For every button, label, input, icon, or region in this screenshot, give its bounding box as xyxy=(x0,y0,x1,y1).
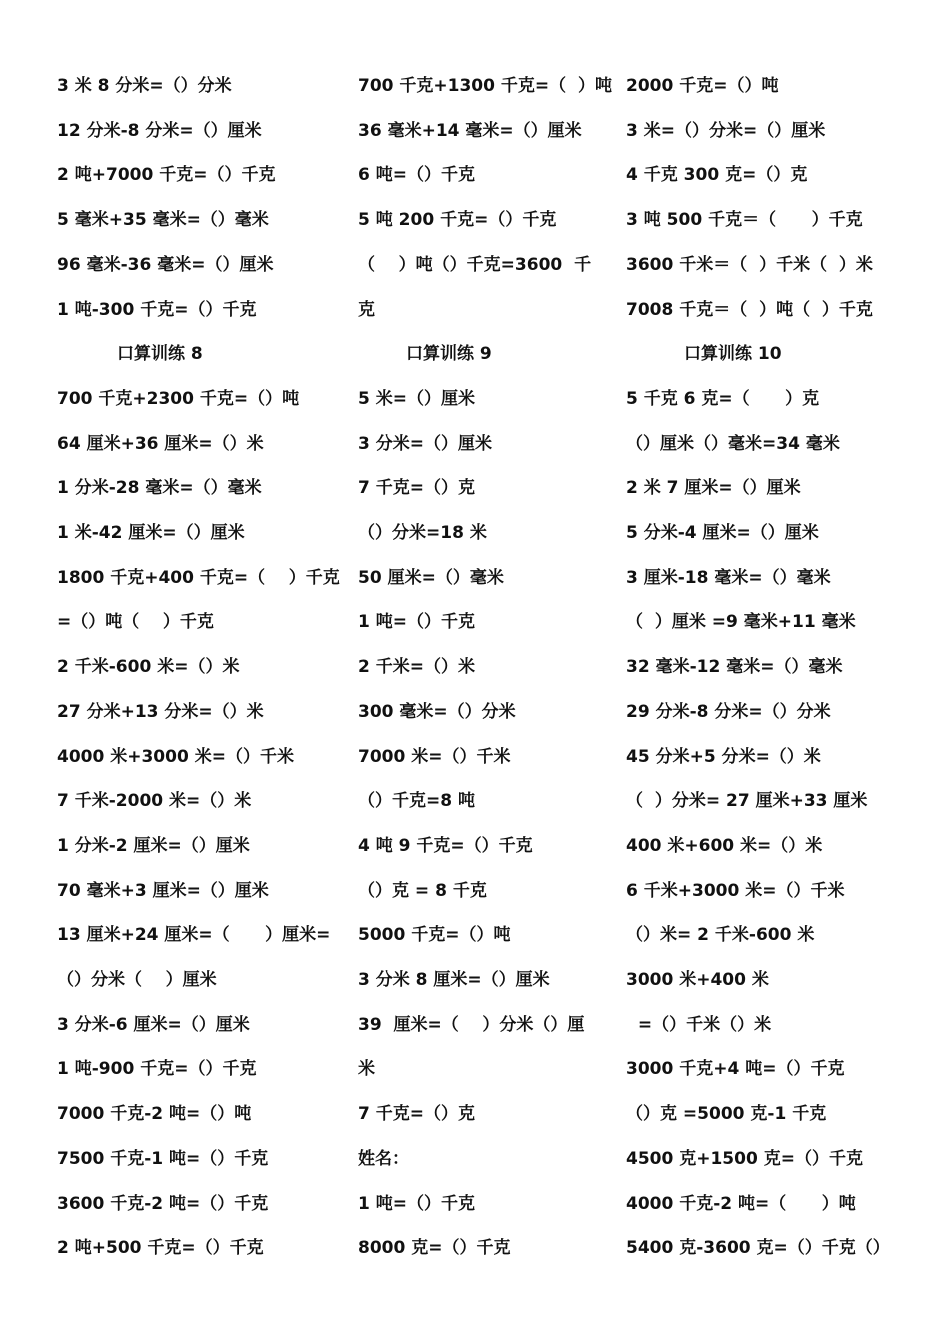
exercise-line: 3 吨 500 千克＝（ ）千克 xyxy=(626,210,863,230)
exercise-line: （ ）厘米 =9 毫米+11 毫米 xyxy=(626,612,856,632)
exercise-line: （）克 =5000 克-1 千克 xyxy=(626,1104,827,1124)
exercise-line: 45 分米+5 分米=（）米 xyxy=(626,747,821,767)
exercise-line: 7000 米=（）千米 xyxy=(358,747,511,767)
section-heading: 口算训练 10 xyxy=(684,344,782,364)
exercise-line: 3000 千克+4 吨=（）千克 xyxy=(626,1059,845,1079)
exercise-line: 7 千克=（）克 xyxy=(358,1104,475,1124)
exercise-line: 5400 克-3600 克=（）千克（） xyxy=(626,1238,890,1258)
exercise-line: （）分米=18 米 xyxy=(358,523,487,543)
exercise-line: （）千克=8 吨 xyxy=(358,791,475,811)
exercise-line: 克 xyxy=(358,300,375,320)
exercise-line: 3600 千克-2 吨=（）千克 xyxy=(57,1194,269,1214)
exercise-line: 1 分米-28 毫米=（）毫米 xyxy=(57,478,262,498)
exercise-line: 7000 千克-2 吨=（）吨 xyxy=(57,1104,252,1124)
exercise-line: 4500 克+1500 克=（）千克 xyxy=(626,1149,863,1169)
exercise-line: 1 分米-2 厘米=（）厘米 xyxy=(57,836,250,856)
exercise-line: 4 吨 9 千克=（）千克 xyxy=(358,836,533,856)
exercise-line: （）厘米（）毫米=34 毫米 xyxy=(626,434,840,454)
exercise-line: 4 千克 300 克=（）克 xyxy=(626,165,808,185)
exercise-line: （ ）分米= 27 厘米+33 厘米 xyxy=(626,791,868,811)
exercise-line: 4000 千克-2 吨=（ ）吨 xyxy=(626,1194,856,1214)
exercise-line: 70 毫米+3 厘米=（）厘米 xyxy=(57,881,269,901)
exercise-line: 32 毫米-12 毫米=（）毫米 xyxy=(626,657,843,677)
exercise-line: 39 厘米=（ ）分米（）厘 xyxy=(358,1015,585,1035)
exercise-line: 3 厘米-18 毫米=（）毫米 xyxy=(626,568,831,588)
exercise-line: 3 分米=（）厘米 xyxy=(358,434,492,454)
exercise-line: 96 毫米-36 毫米=（）厘米 xyxy=(57,255,274,275)
exercise-line: 2 吨+7000 千克=（）千克 xyxy=(57,165,276,185)
exercise-line: （）分米（ ）厘米 xyxy=(57,970,217,990)
exercise-line: 50 厘米=（）毫米 xyxy=(358,568,504,588)
section-heading: 口算训练 9 xyxy=(406,344,492,364)
exercise-line: 300 毫米=（）分米 xyxy=(358,702,516,722)
exercise-line: 5000 千克=（）吨 xyxy=(358,925,511,945)
exercise-line: 5 吨 200 千克=（）千克 xyxy=(358,210,557,230)
exercise-line: 3 米=（）分米=（）厘米 xyxy=(626,121,826,141)
exercise-line: 1 吨=（）千克 xyxy=(358,612,475,632)
exercise-line: 64 厘米+36 厘米=（）米 xyxy=(57,434,264,454)
exercise-line: 5 米=（）厘米 xyxy=(358,389,475,409)
exercise-line: 700 千克+1300 千克=（ ）吨 xyxy=(358,76,612,96)
exercise-line: 29 分米-8 分米=（）分米 xyxy=(626,702,831,722)
exercise-line: 3 分米 8 厘米=（）厘米 xyxy=(358,970,550,990)
section-heading: 口算训练 8 xyxy=(117,344,203,364)
exercise-line: 7 千克=（）克 xyxy=(358,478,475,498)
exercise-line: 3600 千米＝（ ）千米（ ）米 xyxy=(626,255,873,275)
exercise-line: 2000 千克=（）吨 xyxy=(626,76,779,96)
exercise-line: 3000 米+400 米 xyxy=(626,970,769,990)
exercise-line: 7 千米-2000 米=（）米 xyxy=(57,791,252,811)
exercise-line: （）米= 2 千米-600 米 xyxy=(626,925,815,945)
exercise-line: 27 分米+13 分米=（）米 xyxy=(57,702,264,722)
exercise-line: 3 分米-6 厘米=（）厘米 xyxy=(57,1015,250,1035)
exercise-line: 2 千米-600 米=（）米 xyxy=(57,657,240,677)
exercise-line: 1 吨-300 千克=（）千克 xyxy=(57,300,257,320)
exercise-line: 4000 米+3000 米=（）千米 xyxy=(57,747,294,767)
exercise-line: （）克 = 8 千克 xyxy=(358,881,487,901)
exercise-line: 8000 克=（）千克 xyxy=(358,1238,511,1258)
exercise-line: 1 米-42 厘米=（）厘米 xyxy=(57,523,245,543)
exercise-line: 1 吨=（）千克 xyxy=(358,1194,475,1214)
exercise-line: 5 毫米+35 毫米=（）毫米 xyxy=(57,210,269,230)
exercise-line: 7008 千克＝（ ）吨（ ）千克 xyxy=(626,300,873,320)
exercise-line: 13 厘米+24 厘米=（ ）厘米= xyxy=(57,925,331,945)
exercise-line: =（）千米（）米 xyxy=(626,1015,772,1035)
exercise-line: 2 千米=（）米 xyxy=(358,657,475,677)
exercise-line: =（）吨（ ）千克 xyxy=(57,612,214,632)
exercise-line: 6 千米+3000 米=（）千米 xyxy=(626,881,845,901)
exercise-line: 5 分米-4 厘米=（）厘米 xyxy=(626,523,819,543)
exercise-line: 7500 千克-1 吨=（）千克 xyxy=(57,1149,269,1169)
exercise-line: 米 xyxy=(358,1059,375,1079)
exercise-line: 1800 千克+400 千克=（ ）千克 xyxy=(57,568,340,588)
exercise-line: 姓名： xyxy=(358,1149,409,1169)
exercise-line: 1 吨-900 千克=（）千克 xyxy=(57,1059,257,1079)
exercise-line: 700 千克+2300 千克=（）吨 xyxy=(57,389,300,409)
exercise-line: （ ）吨（）千克=3600 千 xyxy=(358,255,592,275)
exercise-line: 3 米 8 分米=（）分米 xyxy=(57,76,232,96)
exercise-line: 5 千克 6 克=（ ）克 xyxy=(626,389,820,409)
exercise-line: 2 吨+500 千克=（）千克 xyxy=(57,1238,264,1258)
exercise-line: 6 吨=（）千克 xyxy=(358,165,475,185)
exercise-line: 36 毫米+14 毫米=（）厘米 xyxy=(358,121,582,141)
exercise-line: 400 米+600 米=（）米 xyxy=(626,836,823,856)
exercise-line: 2 米 7 厘米=（）厘米 xyxy=(626,478,801,498)
exercise-line: 12 分米-8 分米=（）厘米 xyxy=(57,121,262,141)
